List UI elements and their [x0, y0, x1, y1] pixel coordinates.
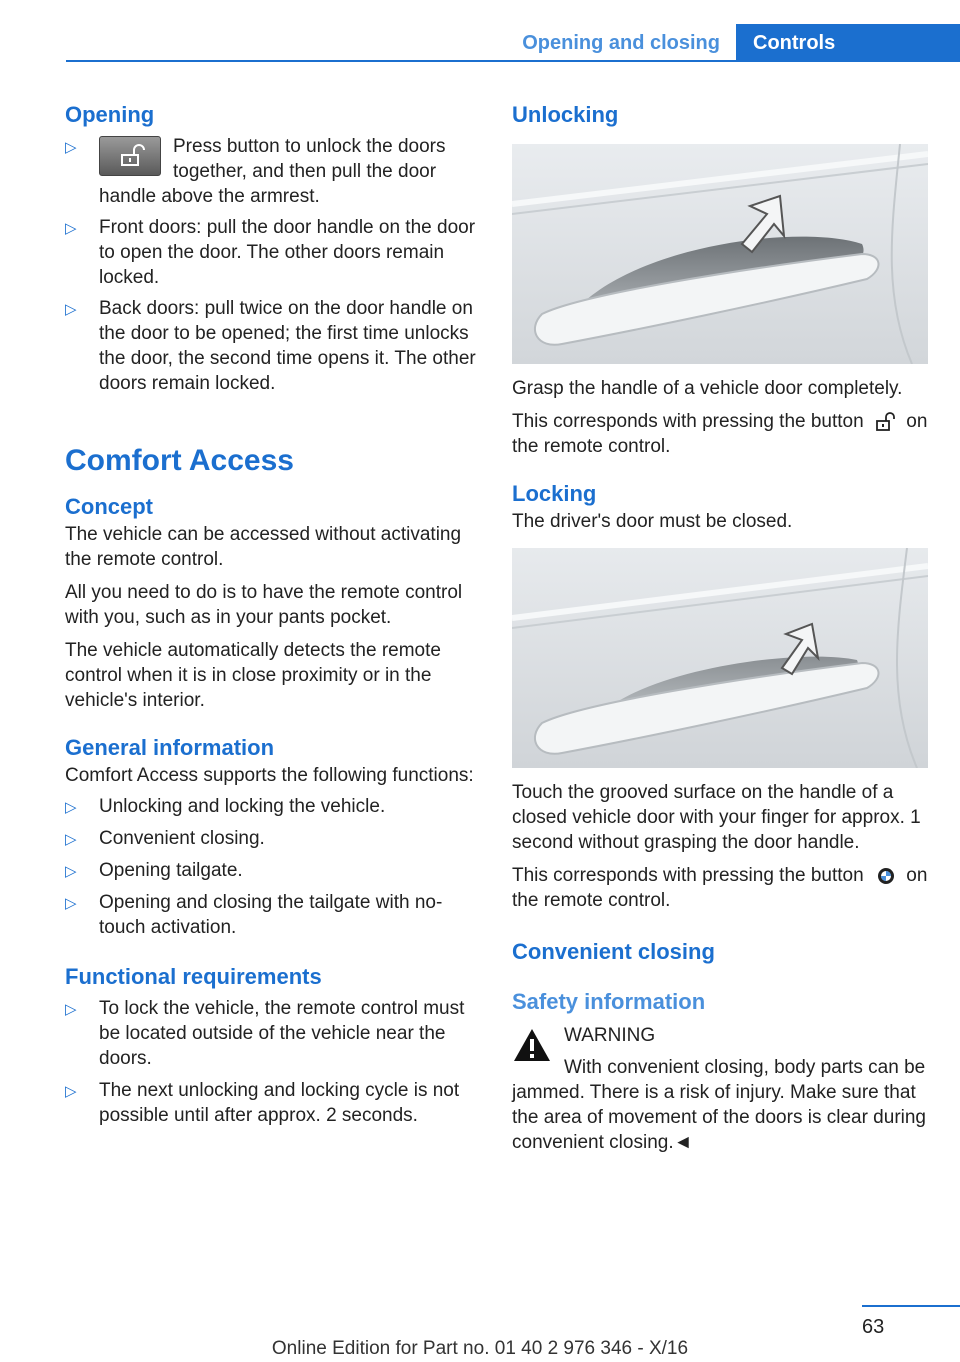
- bullet-triangle-icon: ▷: [65, 1083, 77, 1100]
- concept-heading: Concept: [65, 494, 153, 519]
- warning-text: [512, 1055, 930, 1155]
- header-chapter-tab: Controls: [736, 24, 960, 62]
- footer-rule: [862, 1305, 960, 1307]
- general-item-text: Convenient closing.: [99, 828, 265, 849]
- list-item: [65, 296, 480, 396]
- unlock-button-icon: [99, 136, 161, 176]
- unlocking-heading: Unlocking: [512, 102, 619, 127]
- list-item: [65, 996, 480, 1078]
- unlock-padlock-icon: [875, 412, 897, 432]
- locking-remote-text: on the remote control.: [512, 865, 928, 911]
- list-item: [65, 826, 480, 858]
- header-rule: [66, 60, 960, 62]
- general-information-heading: General information: [65, 735, 275, 760]
- general-intro: Comfort Access supports the following functions:: [65, 765, 474, 786]
- bullet-triangle-icon: ▷: [65, 831, 77, 848]
- general-list: [65, 794, 480, 940]
- page-number: 63: [862, 1316, 885, 1338]
- concept-paragraph: The vehicle can be accessed without activating the remote control.: [65, 524, 462, 570]
- bullet-triangle-icon: ▷: [65, 863, 77, 880]
- bullet-triangle-icon: ▷: [65, 1001, 77, 1018]
- bullet-triangle-icon: ▷: [65, 799, 77, 816]
- functional-requirements-heading: Functional requirements: [65, 964, 322, 989]
- locking-button-text: This corresponds with pressing the button: [512, 865, 864, 886]
- page-header: [0, 24, 960, 62]
- unlocking-button-text: This corresponds with pressing the button: [512, 411, 864, 432]
- bullet-triangle-icon: ▷: [65, 220, 77, 237]
- list-item: [65, 890, 480, 940]
- list-item: [65, 215, 480, 296]
- concept-paragraph: The vehicle automatically detects the remote control when it is in close proximity or in the vehicle's interior.: [65, 640, 441, 711]
- unlocking-paragraph: Grasp the handle of a vehicle door completely.: [512, 378, 903, 399]
- warning-text-content: With convenient closing, body parts can be jammed. There is a risk of injury. Make sure that the area of movement of the doors is clear during convenient closing.◄: [512, 1057, 927, 1153]
- general-item-text: Opening tailgate.: [99, 860, 243, 881]
- unlocking-button-paragraph: [512, 409, 930, 459]
- warning-triangle-icon: [512, 1027, 552, 1063]
- list-item: [65, 1078, 480, 1128]
- locking-heading: Locking: [512, 481, 597, 506]
- list-item: [65, 858, 480, 890]
- warning-block: [512, 1023, 930, 1048]
- bullet-triangle-icon: ▷: [65, 301, 77, 318]
- bullet-triangle-icon: ▷: [65, 895, 77, 912]
- right-column: [512, 100, 930, 1155]
- bullet-triangle-icon: ▷: [65, 139, 77, 156]
- general-item-text: Opening and closing the tailgate with no-touch activation.: [99, 892, 443, 938]
- locking-intro: The driver's door must be closed.: [512, 511, 793, 532]
- opening-item-text: Front doors: pull the door handle on the door to open the door. The other doors remain locked.: [99, 217, 476, 288]
- list-item: [65, 134, 480, 215]
- locking-paragraph: Touch the grooved surface on the handle of a closed vehicle door with your finger for approx. 1 second without grasping the door handle.: [512, 782, 921, 853]
- door-handle-lock-photo: [512, 548, 928, 768]
- opening-list: [65, 134, 480, 396]
- functional-item-text: To lock the vehicle, the remote control must be located outside of the vehicle near the doors.: [99, 998, 465, 1069]
- header-section-title: Opening and closing: [522, 32, 720, 54]
- functional-item-text: The next unlocking and locking cycle is not possible until after approx. 2 seconds.: [99, 1080, 460, 1126]
- comfort-access-heading: Comfort Access: [65, 444, 294, 477]
- concept-paragraph: All you need to do is to have the remote control with you, such as in your pants pocket.: [65, 582, 463, 628]
- locking-button-paragraph: [512, 863, 930, 913]
- general-item-text: Unlocking and locking the vehicle.: [99, 796, 386, 817]
- warning-label: WARNING: [564, 1025, 656, 1046]
- list-item: [65, 794, 480, 826]
- left-column: [65, 100, 480, 1128]
- footer-edition: Online Edition for Part no. 01 40 2 976 346 - X/16: [271, 1338, 689, 1359]
- opening-heading: Opening: [65, 102, 155, 127]
- safety-information-heading: Safety information: [512, 989, 706, 1014]
- convenient-closing-heading: Convenient closing: [512, 939, 715, 964]
- door-handle-unlock-photo: [512, 144, 928, 364]
- unlocking-remote-text: on the remote control.: [512, 411, 928, 457]
- opening-item-text: Press button to unlock the doors together, and then pull the door handle above the armrest.: [99, 136, 446, 207]
- functional-list: [65, 996, 480, 1128]
- lock-logo-icon: [875, 866, 897, 886]
- opening-item-text: Back doors: pull twice on the door handle on the door to be opened; the first time unlocks the door, the second time opens it. The other doors remain locked.: [99, 298, 476, 394]
